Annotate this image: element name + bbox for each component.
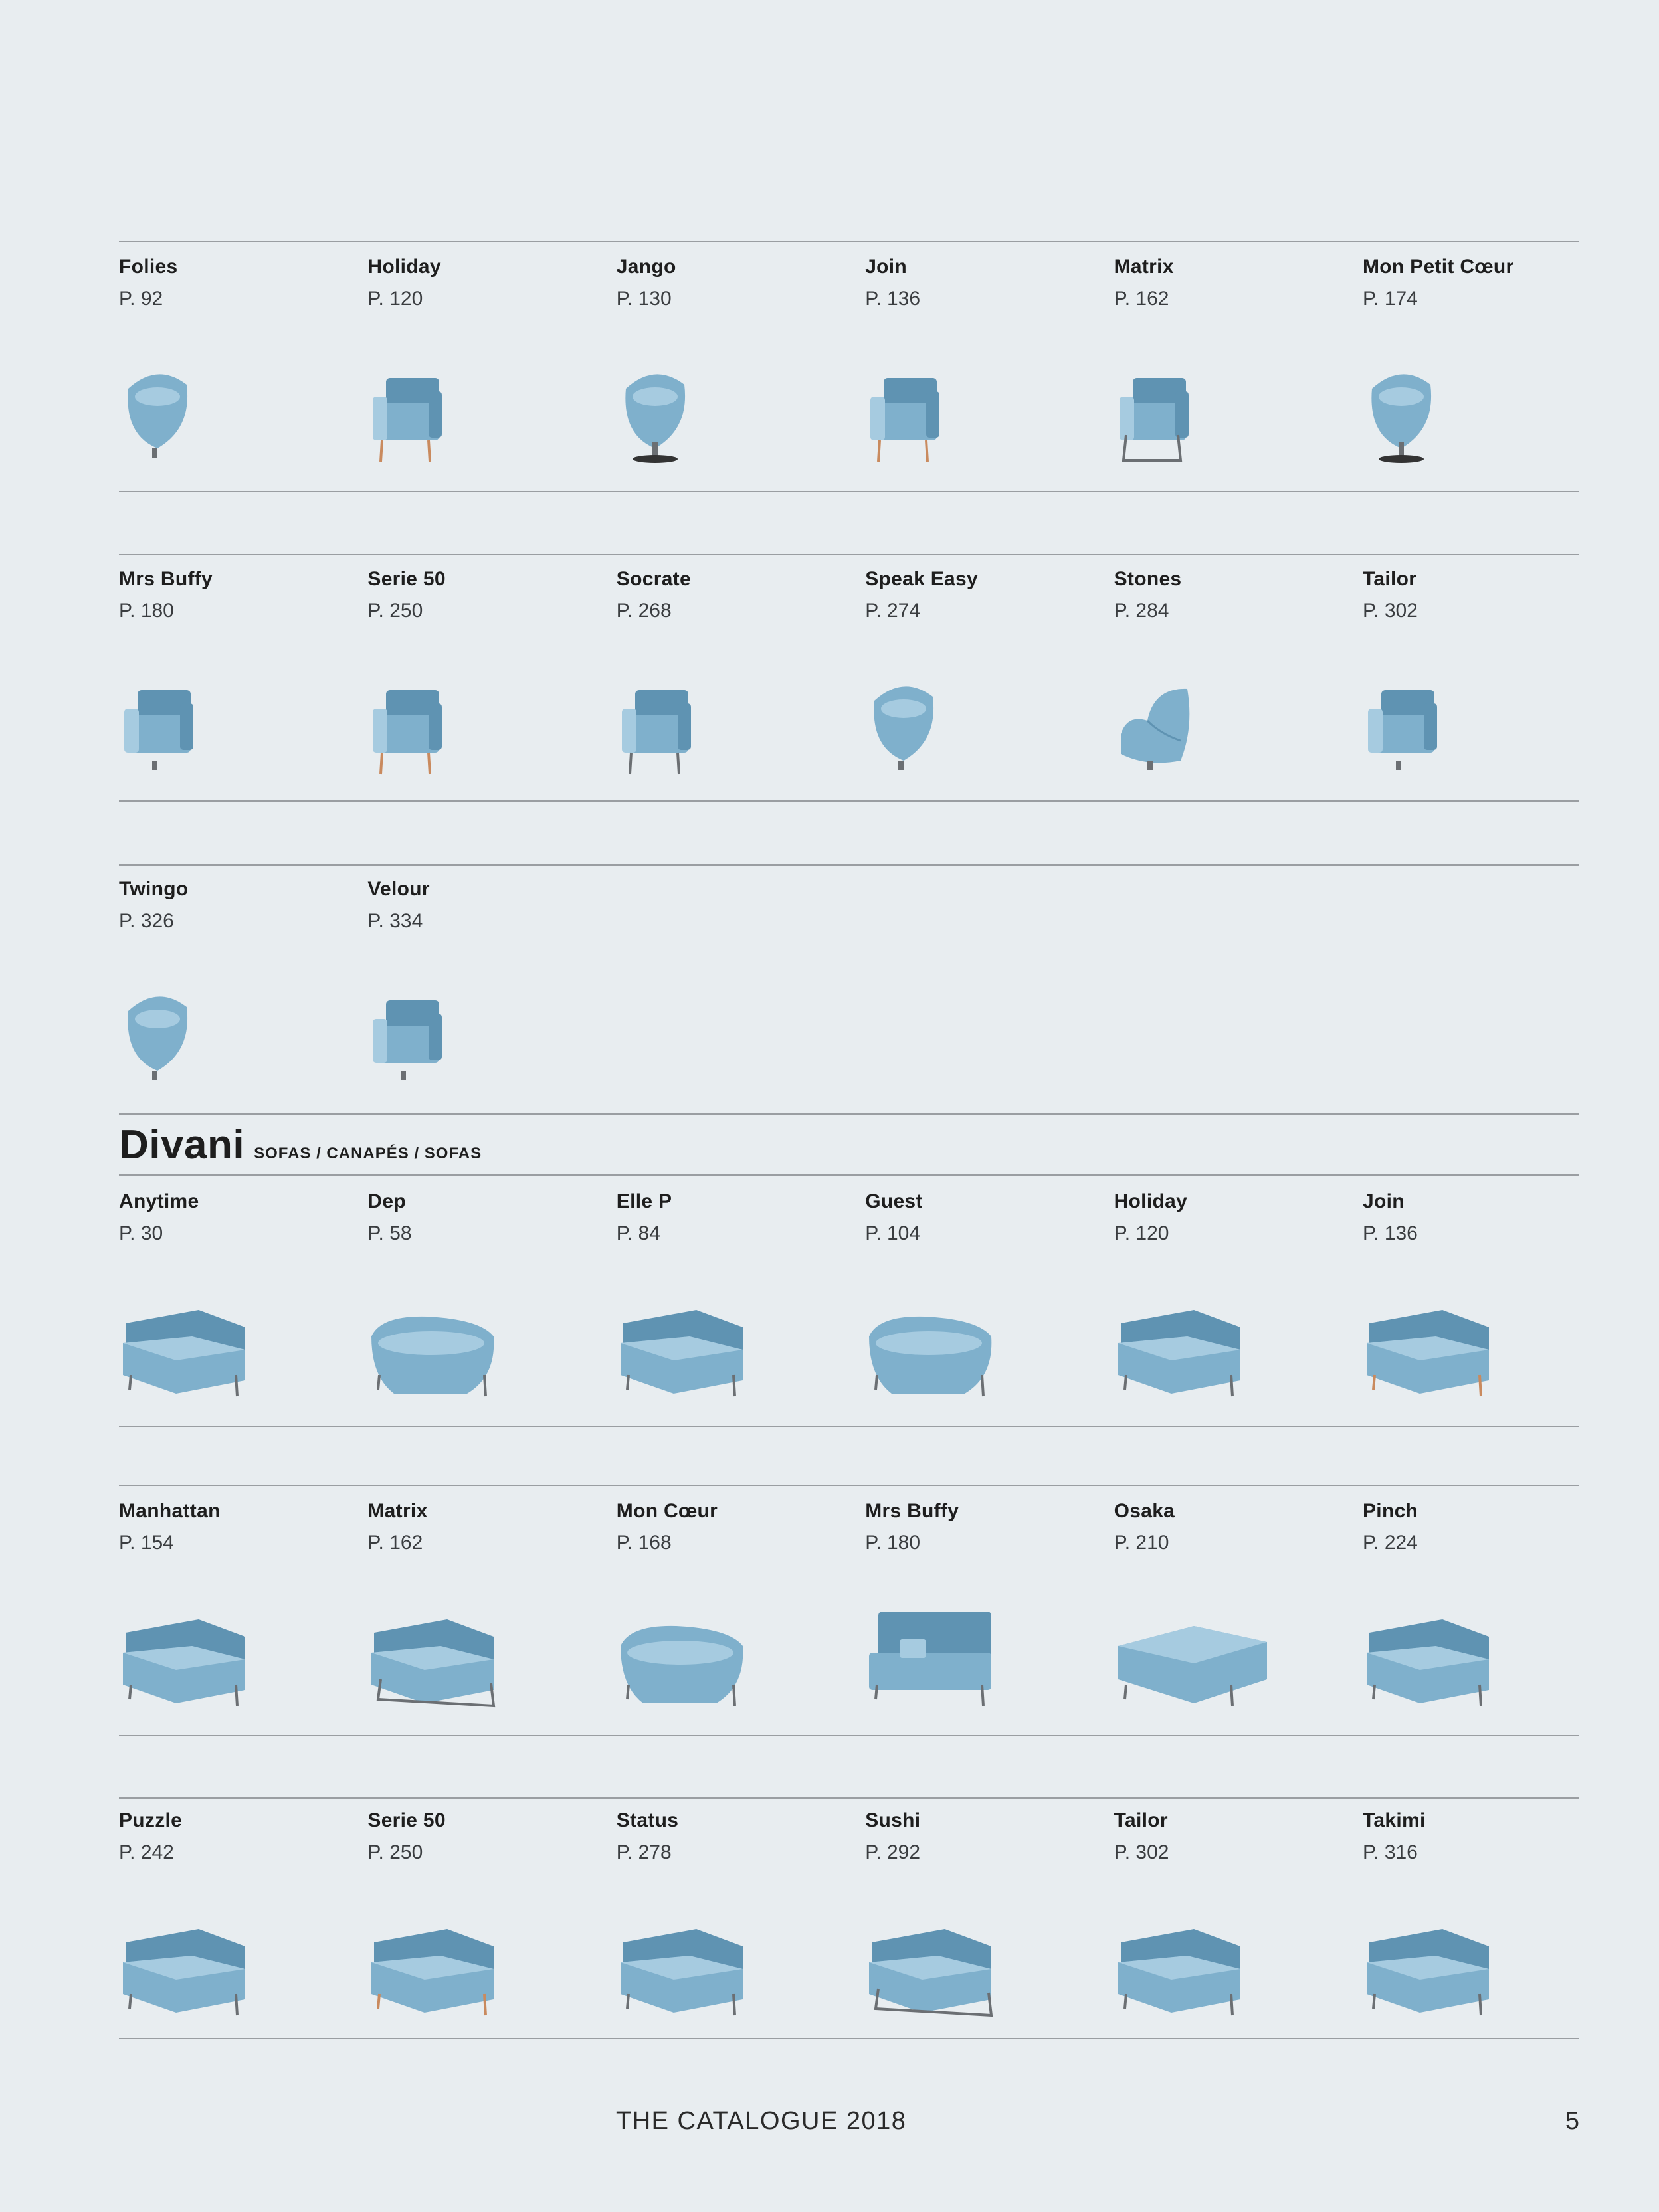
product-name: Puzzle xyxy=(119,1809,183,1831)
product-card[interactable] xyxy=(617,256,865,495)
product-row xyxy=(119,256,1579,495)
page-reference: P. 274 xyxy=(865,600,921,622)
lounge-seat-icon xyxy=(1114,674,1201,781)
page-reference: P. 334 xyxy=(367,910,423,932)
product-card[interactable] xyxy=(617,1500,865,1739)
section-title xyxy=(119,1121,482,1168)
sofa-icon xyxy=(119,1606,278,1712)
page-reference: P. 174 xyxy=(1363,288,1418,310)
product-name: Osaka xyxy=(1114,1500,1175,1522)
page-reference: P. 268 xyxy=(616,600,672,622)
sofa-icon xyxy=(617,1297,776,1403)
wing-armchair-icon xyxy=(119,674,205,781)
page-reference: P. 130 xyxy=(616,288,672,310)
product-name: Mon Cœur xyxy=(616,1500,718,1522)
divider xyxy=(119,241,1579,242)
product-name: Sushi xyxy=(865,1809,921,1831)
page-reference: P. 316 xyxy=(1363,1841,1418,1863)
page-reference: P. 104 xyxy=(865,1222,921,1244)
armchair-wood-legs-icon xyxy=(367,362,454,468)
product-name: Twingo xyxy=(119,878,189,900)
page-reference: P. 210 xyxy=(1114,1532,1169,1554)
armchair-metal-legs-icon xyxy=(617,674,703,781)
product-name: Socrate xyxy=(616,568,691,590)
sofa-icon xyxy=(1114,1916,1274,2022)
product-row xyxy=(119,878,1579,1117)
product-card[interactable] xyxy=(367,1190,616,1429)
page-reference: P. 58 xyxy=(367,1222,412,1244)
divider xyxy=(119,1174,1579,1176)
product-name: Jango xyxy=(616,256,676,278)
page-reference: P. 326 xyxy=(119,910,174,932)
product-card[interactable] xyxy=(119,878,367,1117)
product-name: Stones xyxy=(1114,568,1182,590)
product-card[interactable] xyxy=(1114,568,1363,807)
product-card[interactable] xyxy=(1363,1809,1611,2049)
product-name: Dep xyxy=(367,1190,406,1212)
page-reference: P. 292 xyxy=(865,1841,921,1863)
product-card[interactable] xyxy=(119,1500,367,1739)
page-reference: P. 84 xyxy=(616,1222,660,1244)
page-number: 5 xyxy=(1565,2107,1579,2135)
product-card[interactable] xyxy=(367,568,616,807)
product-card[interactable] xyxy=(617,1190,865,1429)
page-reference: P. 242 xyxy=(119,1841,174,1863)
page-reference: P. 136 xyxy=(1363,1222,1418,1244)
product-card[interactable] xyxy=(1114,256,1363,495)
product-card[interactable] xyxy=(617,1809,865,2049)
tub-chair-icon xyxy=(119,984,205,1091)
product-card[interactable] xyxy=(865,1190,1114,1429)
product-card[interactable] xyxy=(1363,1500,1611,1739)
product-card[interactable] xyxy=(865,1500,1114,1739)
page-reference: P. 250 xyxy=(367,600,423,622)
sled-base-chair-icon xyxy=(1114,362,1201,468)
section-subheading: SOFAS / CANAPÉS / SOFAS xyxy=(254,1145,482,1162)
page-reference: P. 162 xyxy=(367,1532,423,1554)
product-row xyxy=(119,568,1579,807)
product-name: Matrix xyxy=(1114,256,1174,278)
page-reference: P. 168 xyxy=(616,1532,672,1554)
page-reference: P. 302 xyxy=(1363,600,1418,622)
product-name: Folies xyxy=(119,256,178,278)
sofa-icon xyxy=(119,1916,278,2022)
product-card[interactable] xyxy=(1363,568,1611,807)
sled-sofa-icon xyxy=(367,1606,527,1712)
armchair-wood-legs-icon xyxy=(367,674,454,781)
page-reference: P. 92 xyxy=(119,288,163,310)
section-heading: Divani xyxy=(119,1122,245,1168)
sofa-wood-legs-icon xyxy=(1363,1297,1522,1403)
product-name: Join xyxy=(865,256,908,278)
product-card[interactable] xyxy=(1363,1190,1611,1429)
product-name: Join xyxy=(1363,1190,1405,1212)
product-card[interactable] xyxy=(367,1500,616,1739)
product-name: Status xyxy=(616,1809,679,1831)
divider xyxy=(119,1485,1579,1486)
page-reference: P. 284 xyxy=(1114,600,1169,622)
product-name: Tailor xyxy=(1114,1809,1168,1831)
club-chair-icon xyxy=(367,984,454,1091)
page-reference: P. 162 xyxy=(1114,288,1169,310)
divider xyxy=(119,864,1579,866)
sled-sofa-icon xyxy=(865,1916,1025,2022)
divider xyxy=(119,1797,1579,1799)
product-card[interactable] xyxy=(367,256,616,495)
pedestal-egg-chair-icon xyxy=(1363,362,1449,468)
bench-sofa-icon xyxy=(1114,1606,1274,1712)
box-sofa-icon xyxy=(1363,1916,1522,2022)
product-name: Mon Petit Cœur xyxy=(1363,256,1514,278)
product-card[interactable] xyxy=(367,878,616,1117)
product-name: Matrix xyxy=(367,1500,428,1522)
page-reference: P. 30 xyxy=(119,1222,163,1244)
box-armchair-icon xyxy=(1363,674,1449,781)
product-card[interactable] xyxy=(865,256,1114,495)
page-reference: P. 120 xyxy=(1114,1222,1169,1244)
product-name: Pinch xyxy=(1363,1500,1418,1522)
page-reference: P. 154 xyxy=(119,1532,174,1554)
shell-sofa-icon xyxy=(617,1606,776,1712)
armchair-wood-legs-icon xyxy=(865,362,951,468)
page-reference: P. 136 xyxy=(865,288,921,310)
divider xyxy=(119,554,1579,555)
page-reference: P. 278 xyxy=(616,1841,672,1863)
product-name: Tailor xyxy=(1363,568,1417,590)
product-name: Guest xyxy=(865,1190,923,1212)
product-card[interactable] xyxy=(367,1809,616,2049)
sofa-wood-legs-icon xyxy=(367,1916,527,2022)
high-back-sofa-icon xyxy=(865,1606,1025,1712)
tub-armchair-icon xyxy=(119,362,205,468)
product-name: Takimi xyxy=(1363,1809,1426,1831)
product-card[interactable] xyxy=(119,1190,367,1429)
product-card[interactable] xyxy=(865,1809,1114,2049)
curved-sofa-icon xyxy=(865,1297,1025,1403)
page-reference: P. 120 xyxy=(367,288,423,310)
product-name: Holiday xyxy=(367,256,441,278)
swivel-egg-chair-icon xyxy=(617,362,703,468)
product-card[interactable] xyxy=(119,1809,367,2049)
page-reference: P. 250 xyxy=(367,1841,423,1863)
product-card[interactable] xyxy=(119,568,367,807)
product-name: Serie 50 xyxy=(367,1809,446,1831)
page-reference: P. 180 xyxy=(119,600,174,622)
page-reference: P. 224 xyxy=(1363,1532,1418,1554)
product-row xyxy=(119,1809,1579,2049)
product-name: Serie 50 xyxy=(367,568,446,590)
sofa-icon xyxy=(1114,1297,1274,1403)
sofa-icon xyxy=(617,1916,776,2022)
product-card[interactable] xyxy=(119,256,367,495)
product-card[interactable] xyxy=(1114,1809,1363,2049)
sofa-icon xyxy=(119,1297,278,1403)
product-name: Mrs Buffy xyxy=(119,568,213,590)
product-name: Velour xyxy=(367,878,430,900)
page-reference: P. 180 xyxy=(865,1532,921,1554)
product-card[interactable] xyxy=(1363,256,1611,495)
page-reference: P. 302 xyxy=(1114,1841,1169,1863)
sofa-icon xyxy=(1363,1606,1522,1712)
product-card[interactable] xyxy=(1114,1500,1363,1739)
product-card[interactable] xyxy=(617,568,865,807)
footer-title: THE CATALOGUE 2018 xyxy=(616,2107,907,2135)
product-name: Mrs Buffy xyxy=(865,1500,959,1522)
curved-sofa-icon xyxy=(367,1297,527,1403)
product-name: Manhattan xyxy=(119,1500,221,1522)
product-row xyxy=(119,1190,1579,1429)
product-row xyxy=(119,1500,1579,1739)
round-chair-icon xyxy=(865,674,951,781)
product-name: Anytime xyxy=(119,1190,199,1212)
product-name: Speak Easy xyxy=(865,568,978,590)
product-card[interactable] xyxy=(1114,1190,1363,1429)
product-card[interactable] xyxy=(865,568,1114,807)
product-name: Elle P xyxy=(616,1190,672,1212)
product-name: Holiday xyxy=(1114,1190,1188,1212)
